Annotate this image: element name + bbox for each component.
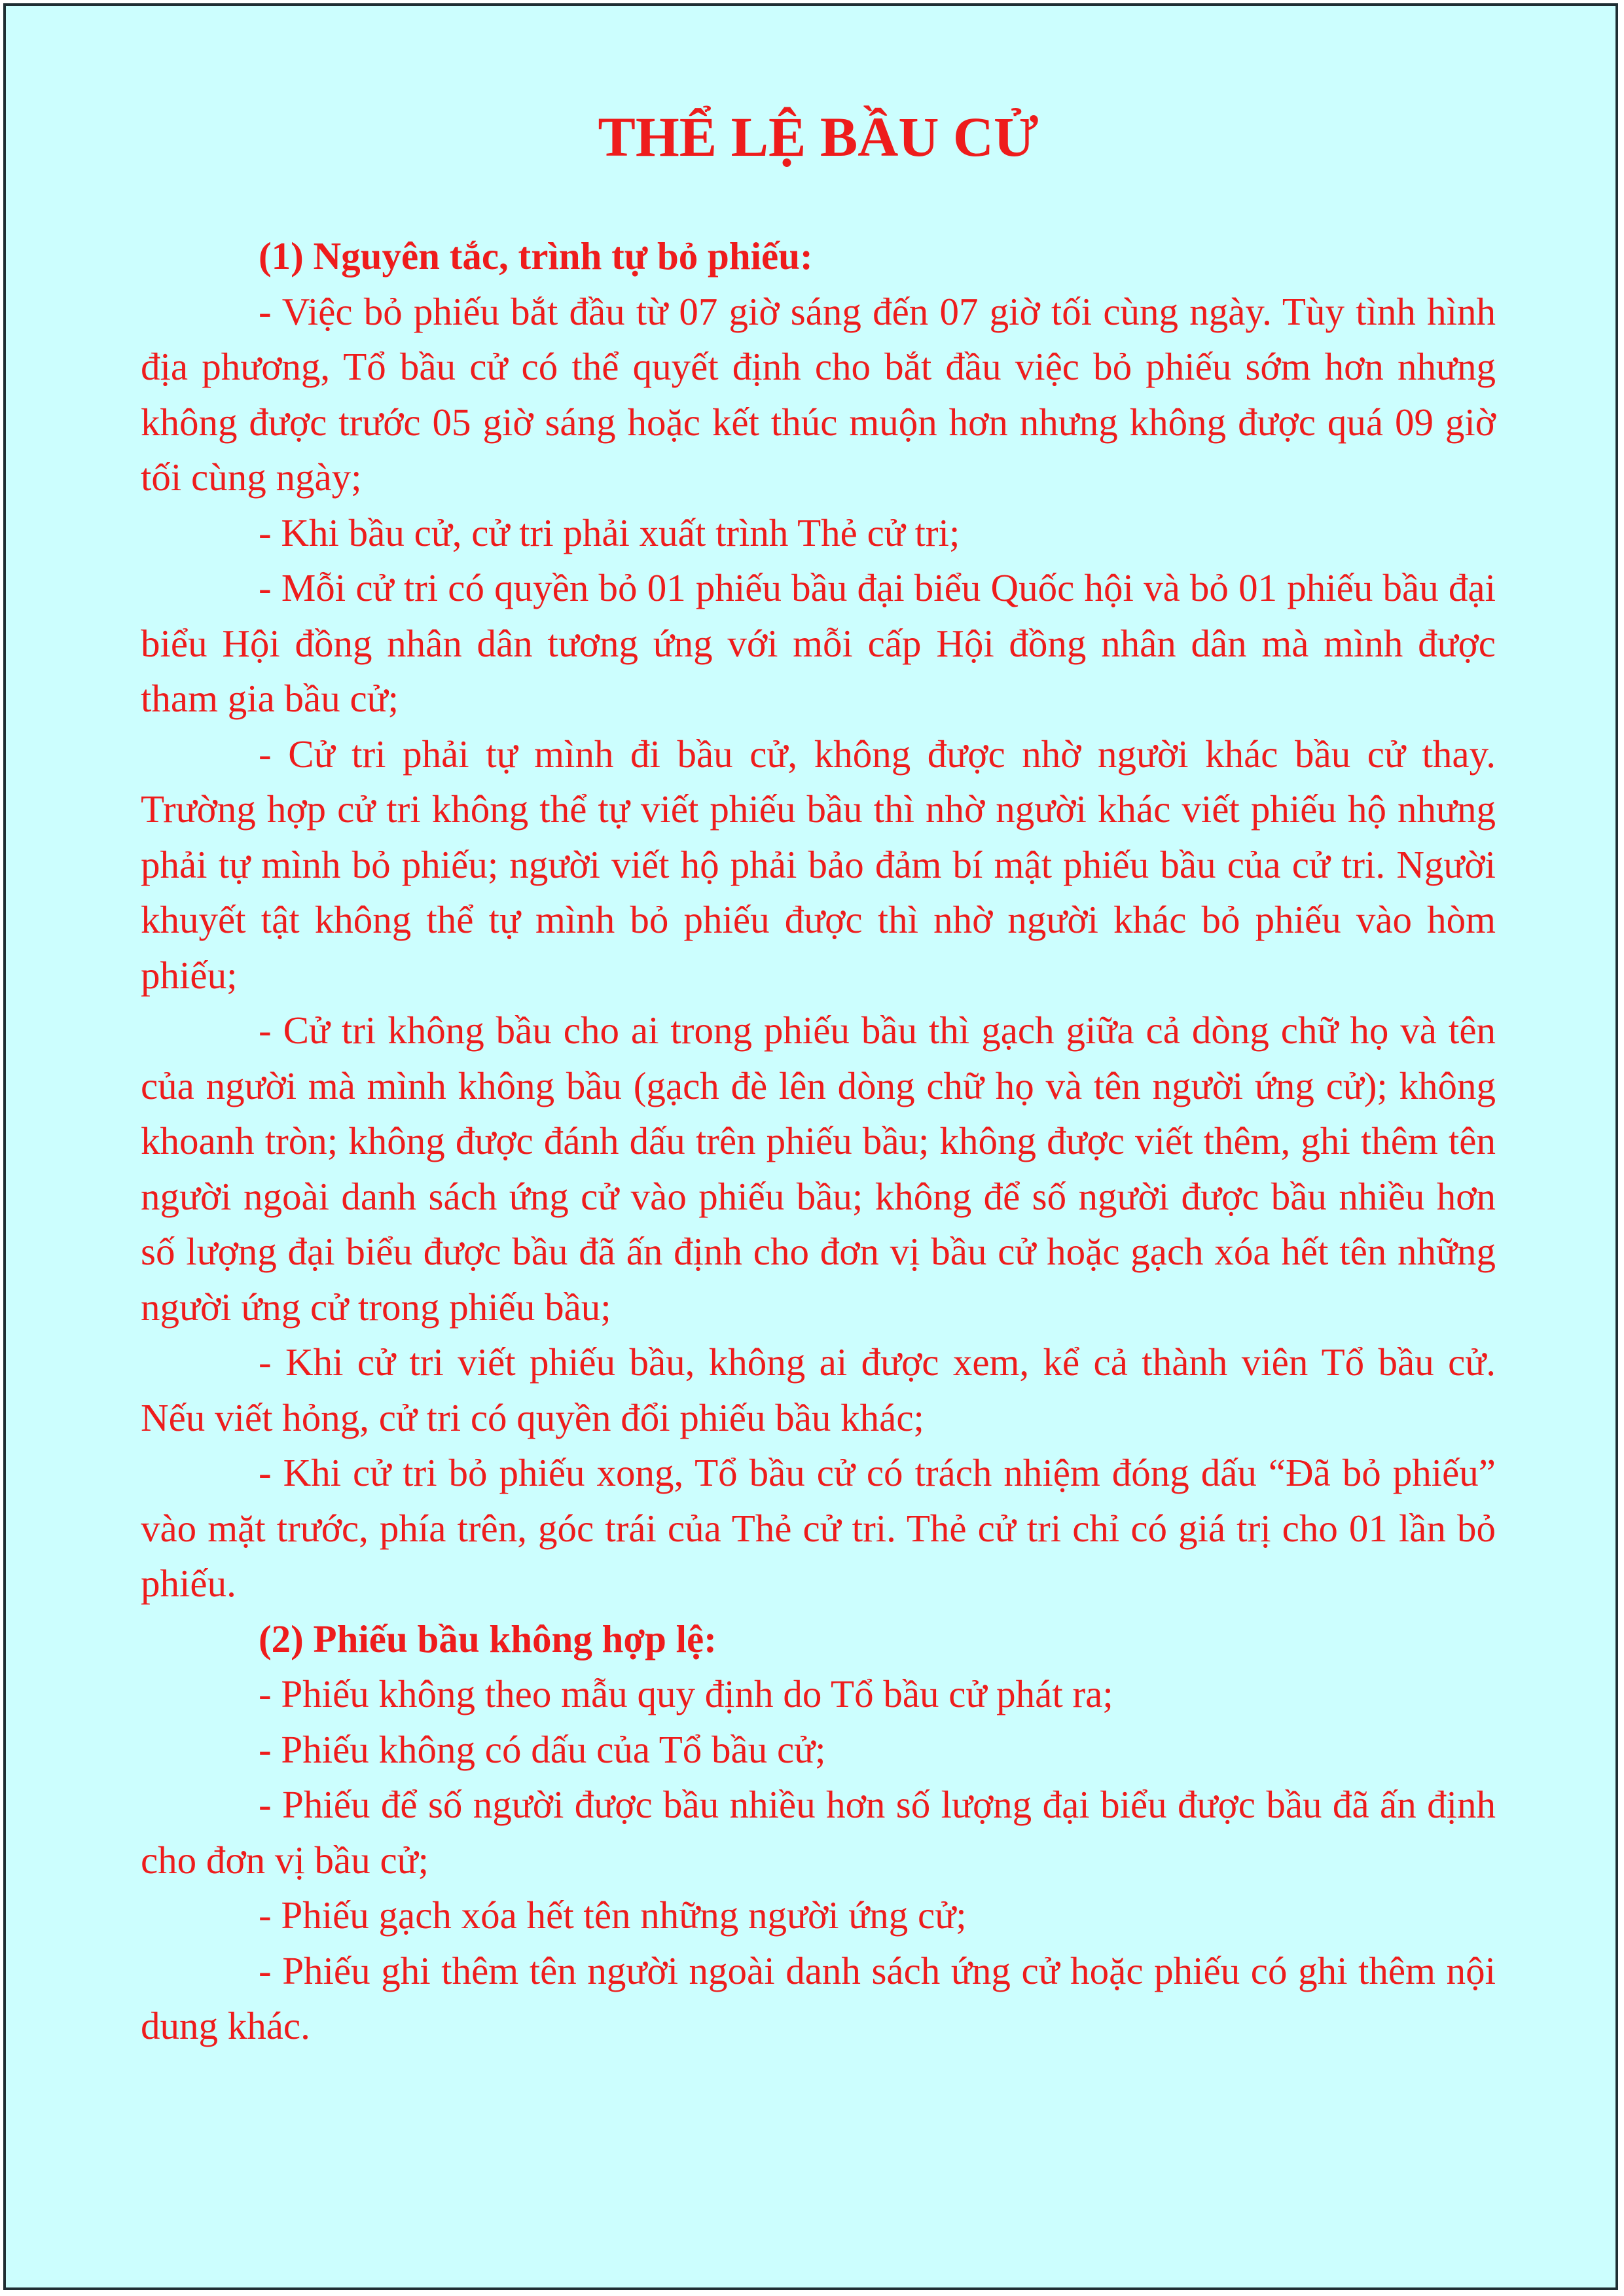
list-item: - Phiếu không theo mẫu quy định do Tổ bầu cử phát ra;: [259, 1672, 1113, 1715]
document-title: THỂ LỆ BẦU CỬ: [598, 105, 1039, 168]
document-content: [141, 98, 1496, 2054]
list-item: - Khi cử tri viết phiếu bầu, không ai được xem, kể cả thành viên Tổ bầu cử. Nếu viết hỏng, cử tri có quyền đổi phiếu bầu khác;: [141, 1340, 1496, 1439]
document-body: [141, 228, 1496, 2054]
list-item: - Phiếu gạch xóa hết tên những người ứng cử;: [259, 1893, 967, 1937]
list-item: - Phiếu không có dấu của Tổ bầu cử;: [259, 1727, 826, 1771]
list-item: - Cử tri không bầu cho ai trong phiếu bầu thì gạch giữa cả dòng chữ họ và tên của người mà mình không bầu (gạch đè lên dòng chữ họ và tên người ứng cử); không khoanh tròn; không được đánh dấu trên phiếu bầu; không được viết thêm, ghi thêm tên người ngoài danh sách ứng cử vào phiếu bầu; không để số người được bầu nhiều hơn số lượng đại biểu được bầu đã ấn định cho đơn vị bầu cử hoặc gạch xóa hết tên những người ứng cử trong phiếu bầu;: [141, 1009, 1496, 1329]
list-item: - Khi cử tri bỏ phiếu xong, Tổ bầu cử có trách nhiệm đóng dấu “Đã bỏ phiếu” vào mặt trước, phía trên, góc trái của Thẻ cử tri. Thẻ cử tri chỉ có giá trị cho 01 lần bỏ phiếu.: [141, 1451, 1496, 1605]
section-heading-voting-principles: (1) Nguyên tắc, trình tự bỏ phiếu:: [259, 234, 813, 278]
list-item: - Khi bầu cử, cử tri phải xuất trình Thẻ cử tri;: [259, 511, 960, 554]
list-item: - Cử tri phải tự mình đi bầu cử, không được nhờ người khác bầu cử thay. Trường hợp cử tri không thể tự viết phiếu bầu thì nhờ người khác viết phiếu hộ nhưng phải tự mình bỏ phiếu; người viết hộ phải bảo đảm bí mật phiếu bầu của cử tri. Người khuyết tật không thể tự mình bỏ phiếu được thì nhờ người khác bỏ phiếu vào hòm phiếu;: [141, 732, 1496, 997]
document-page: [3, 3, 1618, 2290]
list-item: - Việc bỏ phiếu bắt đầu từ 07 giờ sáng đến 07 giờ tối cùng ngày. Tùy tình hình địa phương, Tổ bầu cử có thể quyết định cho bắt đầu việc bỏ phiếu sớm hơn nhưng không được trước 05 giờ sáng hoặc kết thúc muộn hơn nhưng không được quá 09 giờ tối cùng ngày;: [141, 289, 1496, 499]
list-item: - Phiếu để số người được bầu nhiều hơn số lượng đại biểu được bầu đã ấn định cho đơn vị bầu cử;: [141, 1783, 1496, 1882]
list-item: - Phiếu ghi thêm tên người ngoài danh sách ứng cử hoặc phiếu có ghi thêm nội dung khác.: [141, 1948, 1496, 2047]
list-item: - Mỗi cử tri có quyền bỏ 01 phiếu bầu đại biểu Quốc hội và bỏ 01 phiếu bầu đại biểu Hội đồng nhân dân tương ứng với mỗi cấp Hội đồng nhân dân mà mình được tham gia bầu cử;: [141, 566, 1496, 720]
section-heading-invalid-ballots: (2) Phiếu bầu không hợp lệ:: [259, 1617, 717, 1660]
